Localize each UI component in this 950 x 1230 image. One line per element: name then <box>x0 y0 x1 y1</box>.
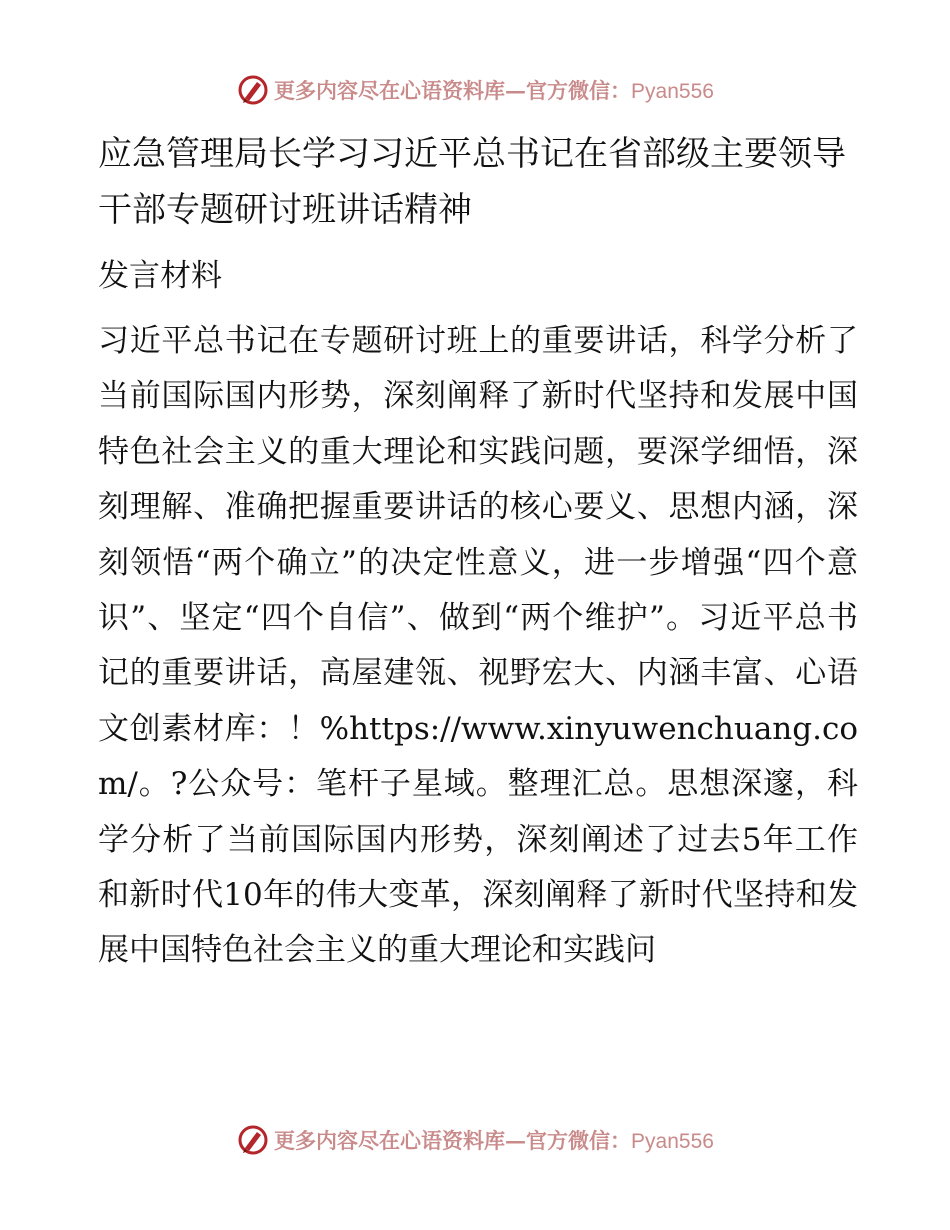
banner-text: 更多内容尽在心语资料库—官方微信：Pyan556 <box>274 1128 714 1153</box>
banner-wechat-id: Pyan556 <box>631 1130 714 1153</box>
document-subtitle: 发言材料 <box>98 258 222 294</box>
document-title: 应急管理局长学习习近平总书记在省部级主要领导干部专题研讨班讲话精神 <box>98 134 846 230</box>
banner-text: 更多内容尽在心语资料库—官方微信：Pyan556 <box>274 78 714 103</box>
document-body: 习近平总书记在专题研讨班上的重要讲话，科学分析了当前国际国内形势，深刻阐释了新时代坚持和发展中国特色社会主义的重大理论和实践问题，要深学细悟，深刻理解、准确把握重要讲话的核心要义、思想内涵，深刻领悟“两个确立”的决定性意义，进一步增强“四个意识”、坚定“四个自信”、做到“两个维护”。习近平总书记的重要讲话，高屋建瓴、视野宏大、内涵丰富、心语文创素材库：！%https://www.xinyuwenchuang.com/。?公众号：笔杆子星域。整理汇总。思想深邃，科学分析了当前国际国内形势，深刻阐述了过去5年工作和新时代10年的伟大变革，深刻阐释了新时代坚持和发展中国特色社会主义的重大理论和实践问 <box>98 323 858 969</box>
pen-logo-icon <box>236 73 270 107</box>
pen-logo-icon <box>236 1123 270 1157</box>
footer-banner <box>0 1120 950 1160</box>
header-banner <box>0 70 950 110</box>
document-content <box>98 118 858 979</box>
banner-wechat-id: Pyan556 <box>631 80 714 103</box>
